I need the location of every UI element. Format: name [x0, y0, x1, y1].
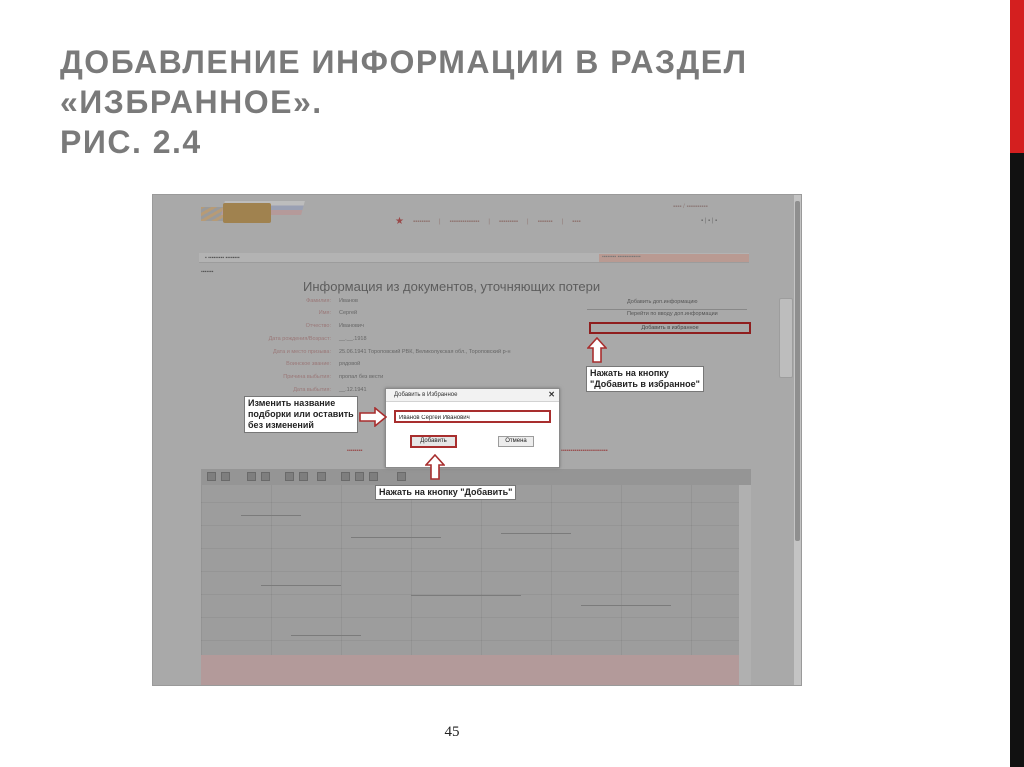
viewer-tool-icon[interactable]: [261, 472, 270, 481]
scan-handwriting: [241, 515, 301, 516]
arrow-up-icon: [425, 454, 445, 480]
viewer-tool-icon[interactable]: [299, 472, 308, 481]
slide-title-line-2: «ИЗБРАННОЕ».: [60, 84, 323, 120]
document-viewer-toolbar: [201, 469, 751, 485]
record-field: Имя: Сергей: [318, 310, 358, 316]
search-results-link[interactable]: ▪▪▪▪▪▪▪▪ ▪▪▪▪▪▪▪▪▪▪▪▪▪: [599, 254, 749, 262]
record-field: Воинское звание: рядовой: [286, 361, 361, 367]
arrow-up-icon: [587, 337, 607, 363]
add-info-link[interactable]: Добавить доп.информацию: [587, 299, 747, 310]
nav-item[interactable]: ▪▪▪▪▪▪▪▪: [412, 219, 430, 225]
close-icon[interactable]: ✕: [548, 390, 555, 399]
slide-title-line-3: РИС. 2.4: [60, 124, 202, 160]
main-nav[interactable]: ★ ▪▪▪▪▪▪▪▪ | ▪▪▪▪▪▪▪▪▪▪▪▪▪▪ | ▪▪▪▪▪▪▪▪▪ | ▪▪▪▪▪▪▪ | ▪▪▪▪: [395, 216, 581, 227]
star-icon: ★: [395, 216, 404, 227]
viewer-tool-icon[interactable]: [285, 472, 294, 481]
embedded-screenshot: [152, 194, 802, 686]
record-field: Дата и место призыва: 25.06.1941 Тороповский РВК, Великолукская обл., Тороповский р-н: [273, 349, 511, 355]
scan-handwriting: [411, 595, 521, 596]
breadcrumb-bar: [199, 253, 749, 263]
viewer-tool-icon[interactable]: [397, 472, 406, 481]
dialog-title: Добавить в Избранное ✕: [386, 389, 559, 402]
viewer-tool-icon[interactable]: [221, 472, 230, 481]
viewer-tool-icon[interactable]: [207, 472, 216, 481]
page-scrollbar-thumb[interactable]: [795, 201, 800, 541]
archive-document-scan: [201, 485, 739, 686]
record-field: Фамилия: Иванов: [306, 298, 358, 304]
arrow-right-icon: [359, 407, 387, 427]
add-callout: Нажать на кнопку "Добавить": [375, 485, 516, 500]
scan-highlight-row: [201, 655, 739, 686]
record-field: Дата рождения/Возраст: __.__.1918: [268, 336, 367, 342]
add-to-favorites-button[interactable]: Добавить в избранное: [589, 322, 751, 334]
viewer-tool-icon[interactable]: [369, 472, 378, 481]
section-heading: Информация из документов, уточняющих потери: [303, 279, 601, 294]
goto-info-link[interactable]: Перейти по вводу доп.информации: [627, 311, 718, 317]
scan-handwriting: [351, 537, 441, 538]
slide-title: [60, 42, 960, 162]
collection-name-input[interactable]: [394, 410, 551, 423]
favorites-callout: Нажать на кнопку "Добавить в избранное": [586, 366, 704, 392]
nav-item[interactable]: ▪▪▪▪▪▪▪▪▪: [498, 219, 519, 225]
viewer-tool-icon[interactable]: [317, 472, 326, 481]
page-link[interactable]: ▪▪▪▪▪▪▪▪▪▪▪▪▪▪▪▪▪▪▪▪▪▪▪▪: [561, 448, 608, 454]
record-field: Отчество: Иванович: [305, 323, 364, 329]
accent-bar-red: [1010, 0, 1024, 153]
feedback-tab[interactable]: [779, 298, 793, 378]
slide-title-line-1: ДОБАВЛЕНИЕ ИНФОРМАЦИИ В РАЗДЕЛ: [60, 44, 748, 80]
nav-item[interactable]: ▪▪▪▪: [572, 219, 581, 225]
cancel-button[interactable]: Отмена: [498, 436, 534, 447]
viewer-scrollbar[interactable]: [739, 485, 751, 686]
viewer-tool-icon[interactable]: [247, 472, 256, 481]
scan-handwriting: [501, 533, 571, 534]
record-field: Дата выбытия: __.12.1941: [293, 387, 367, 393]
site-logo[interactable]: [223, 203, 271, 223]
scan-handwriting: [581, 605, 671, 606]
breadcrumb[interactable]: ▪ ▪▪▪▪▪▪▪▪▪ ▪▪▪▪▪▪▪▪: [205, 255, 240, 261]
add-button[interactable]: Добавить: [410, 435, 457, 448]
record-id: ▪▪▪▪▪▪▪: [201, 269, 214, 275]
page-number: 45: [444, 724, 460, 740]
nav-item[interactable]: ▪▪▪▪▪▪▪: [537, 219, 553, 225]
login-links[interactable]: ▪▪▪▪ / ▪▪▪▪▪▪▪▪▪▪: [673, 204, 708, 210]
viewer-tool-icon[interactable]: [355, 472, 364, 481]
record-field: Причина выбытия: пропал без вести: [283, 374, 384, 380]
accent-bar-black: [1010, 153, 1024, 767]
scan-handwriting: [261, 585, 341, 586]
rename-callout: Изменить название подборки или оставить без изменений: [244, 396, 358, 433]
viewer-tool-icon[interactable]: [341, 472, 350, 481]
language-switch[interactable]: ▪ | ▪ | ▪: [701, 218, 718, 224]
scan-handwriting: [291, 635, 361, 636]
nav-item[interactable]: ▪▪▪▪▪▪▪▪▪▪▪▪▪▪: [449, 219, 480, 225]
add-to-favorites-dialog: [385, 388, 560, 468]
page-link[interactable]: ▪▪▪▪▪▪▪▪: [347, 448, 363, 454]
